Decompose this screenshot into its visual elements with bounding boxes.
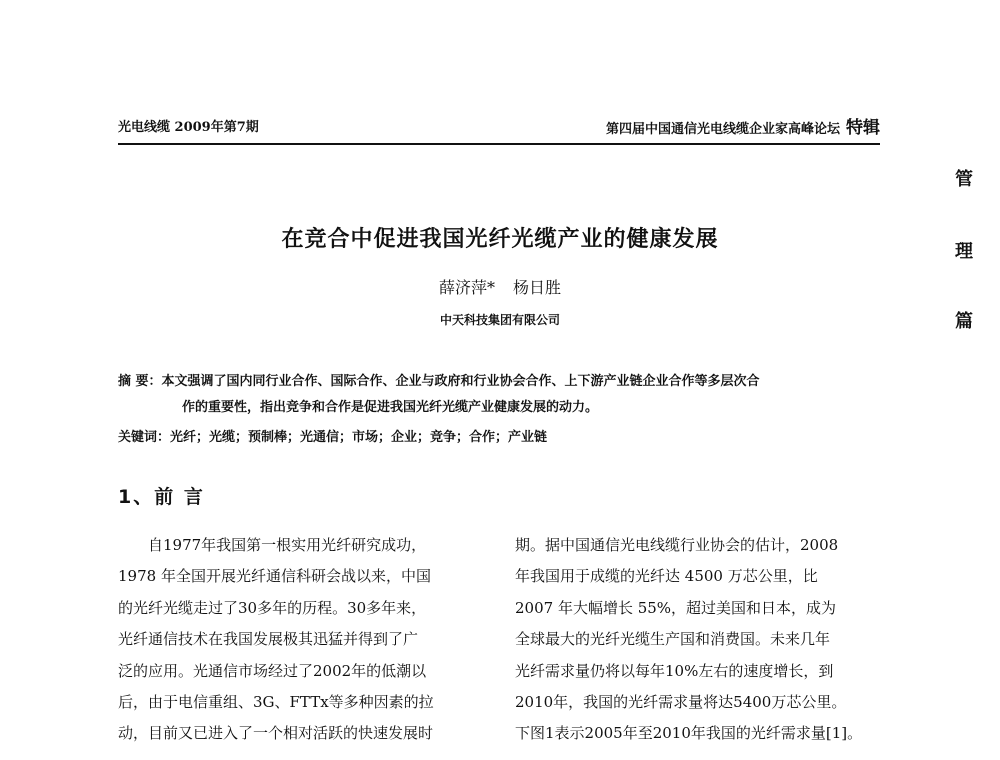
section-heading: 1、前 言 <box>118 486 205 508</box>
body-line: 年我国用于成缆的光纤达 4500 万芯公里，比 <box>515 567 818 586</box>
keywords: 关键词：光纤；光缆；预制棒；光通信；市场；企业；竞争；合作；产业链 <box>118 430 548 445</box>
body-line: 的光纤光缆走过了30多年的历程。30多年来， <box>118 598 427 617</box>
abstract-line-2: 作的重要性，指出竞争和合作是促进我国光纤光缆产业健康发展的动力。 <box>182 400 599 415</box>
body-line: 自1977年我国第一根实用光纤研究成功， <box>118 536 427 554</box>
body-line: 后，由于电信重组、3G、FTTx等多种因素的拉 <box>118 693 434 712</box>
header-rule <box>118 143 880 145</box>
affiliation: 中天科技集团有限公司 <box>439 313 560 327</box>
body-line: 1978 年全国开展光纤通信科研会战以来，中国 <box>118 567 431 586</box>
article-title: 在竞合中促进我国光纤光缆产业的健康发展 <box>281 227 719 252</box>
forum-header-text: 第四届中国通信光电线缆企业家高峰论坛 <box>605 122 840 137</box>
abstract-line-1: 摘 要：本文强调了国内同行业合作、国际合作、企业与政府和行业协会合作、上下游产业链企业合作等多层次合 <box>118 374 760 389</box>
journal-header: 光电线缆 2009年第7期 <box>118 120 259 135</box>
body-line: 动，目前又已进入了一个相对活跃的快速发展时 <box>118 724 434 743</box>
body-line: 光纤通信技术在我国发展极其迅猛并得到了广 <box>118 630 419 649</box>
body-line: 2007 年大幅增长 55%，超过美国和日本，成为 <box>515 598 837 617</box>
side-label-2: 理 <box>955 241 973 262</box>
author-1: 薛济萍* <box>438 278 495 297</box>
authors <box>0 275 1000 298</box>
body-column-left <box>118 530 490 750</box>
body-column-right <box>515 530 887 750</box>
forum-header <box>606 118 880 140</box>
special-issue-label: 特辑 <box>846 118 880 138</box>
body-line: 全球最大的光纤光缆生产国和消费国。未来几年 <box>515 630 831 649</box>
side-label-1: 管 <box>955 169 973 190</box>
side-label-3: 篇 <box>955 311 973 332</box>
body-line: 下图1表示2005年至2010年我国的光纤需求量[1]。 <box>515 724 863 743</box>
body-line: 2010年，我国的光纤需求量将达5400万芯公里。 <box>515 693 847 712</box>
body-line: 光纤需求量仍将以每年10%左右的速度增长，到 <box>515 661 834 680</box>
body-line: 泛的应用。光通信市场经过了2002年的低潮以 <box>118 661 427 680</box>
body-line: 期。据中国通信光电线缆行业协会的估计，2008 <box>515 536 839 554</box>
author-2: 杨日胜 <box>513 278 562 297</box>
